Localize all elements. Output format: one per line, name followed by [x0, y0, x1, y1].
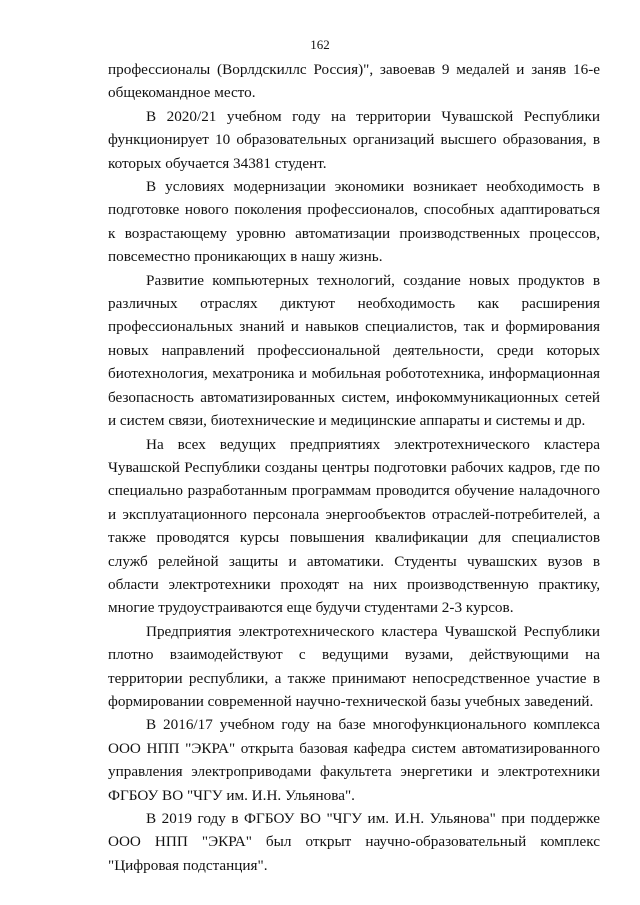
page-number: 162 [310, 37, 330, 52]
paragraph-computer-technologies: Развитие компьютерных технологий, создание новых продуктов в различных отраслях диктуют необходимость как расширения профессиональных знаний и навыков специалистов, так и формирования новых направлений профессиональной деятельности, среди которых биотехнология, мехатроника и мобильная робототехника, информационная безопасность автоматизированных систем, инфокоммуникационных сетей и систем связи, биотехнические и медицинские аппараты и системы и др. [108, 271, 600, 430]
paragraph-training-centers: На всех ведущих предприятиях электротехнического кластера Чувашской Республики созданы центры подготовки рабочих кадров, где по специально разработанным программам проводится обучение наладочного и эксплуатационного персонала энергообъектов отраслей-потребителей, а также проводятся курсы повышения квалификации для специалистов служб релейной защиты и автоматики. Студенты чувашских вузов в области электротехники проходят на них производственную практику, многие трудоустраиваются еще будучи студентами 2-3 курсов. [108, 435, 600, 617]
paragraph-base-department: В 2016/17 учебном году на базе многофункционального комплекса ООО НПП "ЭКРА" открыта базовая кафедра систем автоматизированного управления электроприводами факультета энергетики и электротехники ФГБОУ ВО "ЧГУ им. И.Н. Ульянова". [108, 716, 600, 804]
paragraph-digital-substation: В 2019 году в ФГБОУ ВО "ЧГУ им. И.Н. Ульянова" при поддержке ООО НПП "ЭКРА" был открыт научно-образовательный комплекс "Цифровая подстанция". [108, 810, 600, 874]
paragraph-modernization: В условиях модернизации экономики возникает необходимость в подготовке нового поколения профессионалов, способных адаптироваться к возрастающему уровню автоматизации производственных процессов, повсеместно проникающих в нашу жизнь. [108, 178, 600, 266]
paragraph-universities: В 2020/21 учебном году на территории Чувашской Республики функционирует 10 образовательных организаций высшего образования, в которых обучается 34381 студент. [108, 107, 600, 172]
document-body [108, 58, 600, 877]
paragraph-continued: профессионалы (Ворлдскиллс Россия)", завоевав 9 медалей и заняв 16-е общекомандное место. [108, 61, 600, 102]
paragraph-cluster-cooperation: Предприятия электротехнического кластера Чувашской Республики плотно взаимодействуют с ведущими вузами, действующими на территории республики, а также принимают непосредственное участие в формировании современной научно-технической базы учебных заведений. [108, 622, 600, 710]
